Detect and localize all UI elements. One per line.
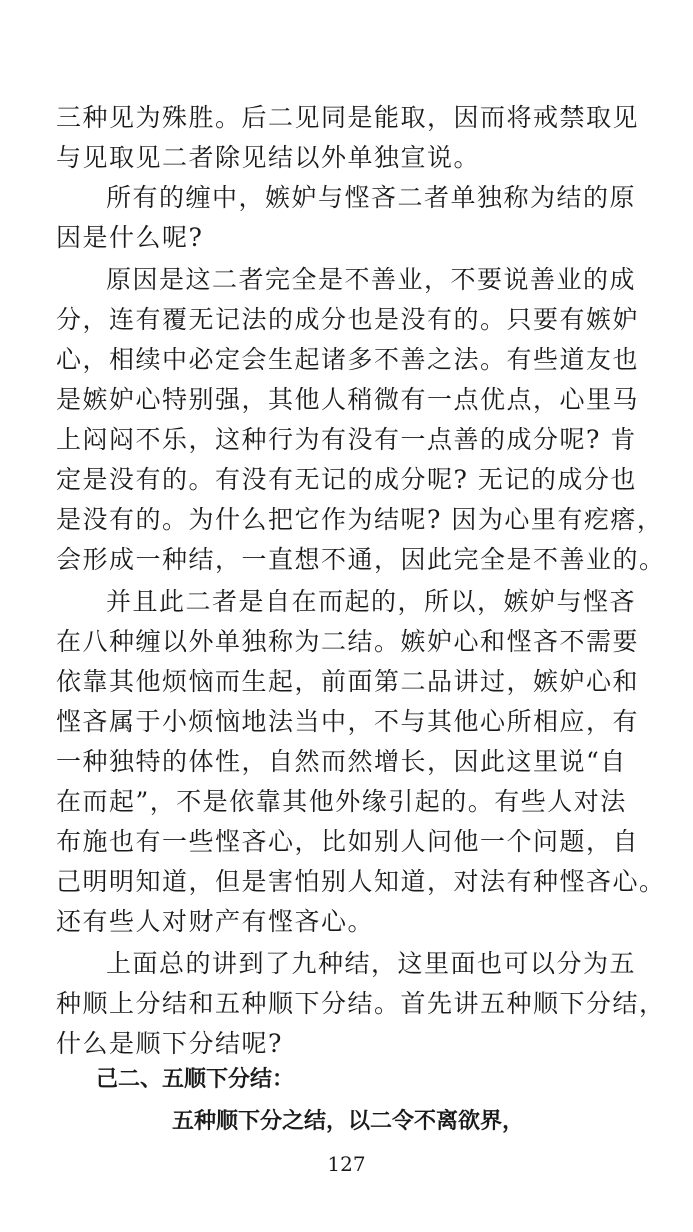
body-line: 上闷闷不乐，这种行为有没有一点善的成分呢? 肯 bbox=[56, 425, 637, 454]
body-line: 依靠其他烦恼而生起，前面第二品讲过，嫉妒心和 bbox=[56, 667, 640, 696]
paragraph-first-line: 所有的缠中，嫉妒与悭吝二者单独称为结的原 bbox=[106, 183, 637, 212]
verse-line: 五种顺下分之结，以二令不离欲界， bbox=[172, 1109, 525, 1134]
paragraph-first-line: 并且此二者是自在而起的，所以，嫉妒与悭吝 bbox=[106, 587, 637, 616]
body-line: 定是没有的。有没有无记的成分呢? 无记的成分也 bbox=[56, 465, 637, 494]
body-line: 会形成一种结，一直想不通，因此完全是不善业的。 bbox=[56, 545, 666, 574]
body-line: 种顺上分结和五种顺下分结。首先讲五种顺下分结， bbox=[56, 989, 666, 1018]
body-line: 因是什么呢? bbox=[56, 223, 204, 252]
body-line: 还有些人对财产有悭吝心。 bbox=[56, 907, 375, 936]
body-line: 一种独特的体性，自然而然增长，因此这里说“自 bbox=[56, 747, 627, 776]
section-heading: 己二、五顺下分结： bbox=[96, 1067, 295, 1092]
body-line: 三种见为殊胜。后二见同是能取，因而将戒禁取见 bbox=[56, 103, 640, 132]
body-line: 与见取见二者除见结以外单独宣说。 bbox=[56, 143, 481, 172]
page-number: 127 bbox=[327, 1152, 366, 1176]
body-line: 在八种缠以外单独称为二结。嫉妒心和悭吝不需要 bbox=[56, 627, 640, 656]
body-line: 在而起”，不是依靠其他外缘引起的。有些人对法 bbox=[56, 787, 627, 816]
body-line: 是嫉妒心特别强，其他人稍微有一点优点，心里马 bbox=[56, 385, 640, 414]
body-line: 是没有的。为什么把它作为结呢? 因为心里有疙瘩， bbox=[56, 505, 664, 534]
body-line: 分，连有覆无记法的成分也是没有的。只要有嫉妒 bbox=[56, 305, 640, 334]
body-line: 布施也有一些悭吝心，比如别人问他一个问题，自 bbox=[56, 827, 640, 856]
body-line: 心，相续中必定会生起诸多不善之法。有些道友也 bbox=[56, 345, 640, 374]
paragraph-first-line: 上面总的讲到了九种结，这里面也可以分为五 bbox=[106, 949, 637, 978]
body-line: 什么是顺下分结呢? bbox=[56, 1029, 283, 1058]
paragraph-first-line: 原因是这二者完全是不善业，不要说善业的成 bbox=[106, 265, 637, 294]
body-line: 悭吝属于小烦恼地法当中，不与其他心所相应，有 bbox=[56, 707, 640, 736]
body-line: 己明明知道，但是害怕别人知道，对法有种悭吝心。 bbox=[56, 867, 666, 896]
